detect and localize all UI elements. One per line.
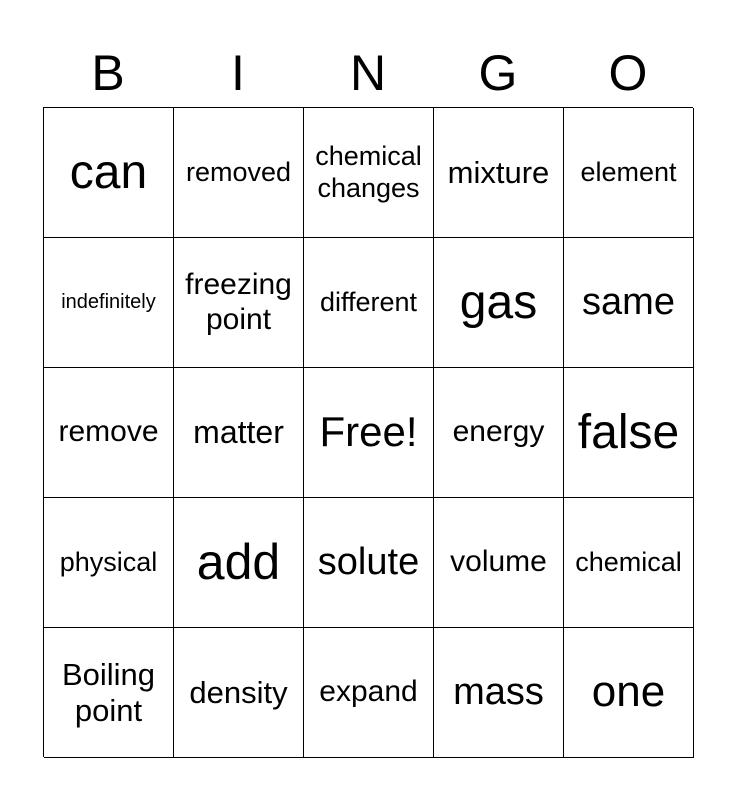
bingo-cell[interactable]: chemical changes	[304, 108, 434, 238]
header-letter-b: B	[91, 45, 125, 101]
bingo-cell[interactable]: one	[564, 628, 694, 758]
bingo-cell[interactable]: remove	[44, 368, 174, 498]
bingo-cell[interactable]: removed	[174, 108, 304, 238]
header-letter-n: N	[349, 45, 387, 101]
bingo-cell[interactable]: solute	[304, 498, 434, 628]
bingo-cell[interactable]: false	[564, 368, 694, 498]
bingo-cell[interactable]: same	[564, 238, 694, 368]
bingo-cell[interactable]: chemical	[564, 498, 694, 628]
header-letter-g: G	[478, 45, 518, 101]
bingo-cell[interactable]: density	[174, 628, 304, 758]
bingo-cell[interactable]: can	[44, 108, 174, 238]
bingo-cell[interactable]: expand	[304, 628, 434, 758]
bingo-card	[43, 107, 693, 757]
bingo-cell[interactable]: gas	[434, 238, 564, 368]
bingo-cell[interactable]: matter	[174, 368, 304, 498]
bingo-cell[interactable]: element	[564, 108, 694, 238]
bingo-cell[interactable]: physical	[44, 498, 174, 628]
bingo-cell[interactable]: freezing point	[174, 238, 304, 368]
header-letter-i: I	[231, 45, 245, 101]
free-space[interactable]: Free!	[304, 368, 434, 498]
bingo-header	[43, 40, 693, 106]
bingo-cell[interactable]: mass	[434, 628, 564, 758]
header-letter-o: O	[608, 45, 648, 101]
bingo-cell[interactable]: different	[304, 238, 434, 368]
bingo-cell[interactable]: add	[174, 498, 304, 628]
bingo-cell[interactable]: indefinitely	[44, 238, 174, 368]
bingo-cell[interactable]: volume	[434, 498, 564, 628]
bingo-cell[interactable]: Boiling point	[44, 628, 174, 758]
bingo-cell[interactable]: mixture	[434, 108, 564, 238]
bingo-cell[interactable]: energy	[434, 368, 564, 498]
